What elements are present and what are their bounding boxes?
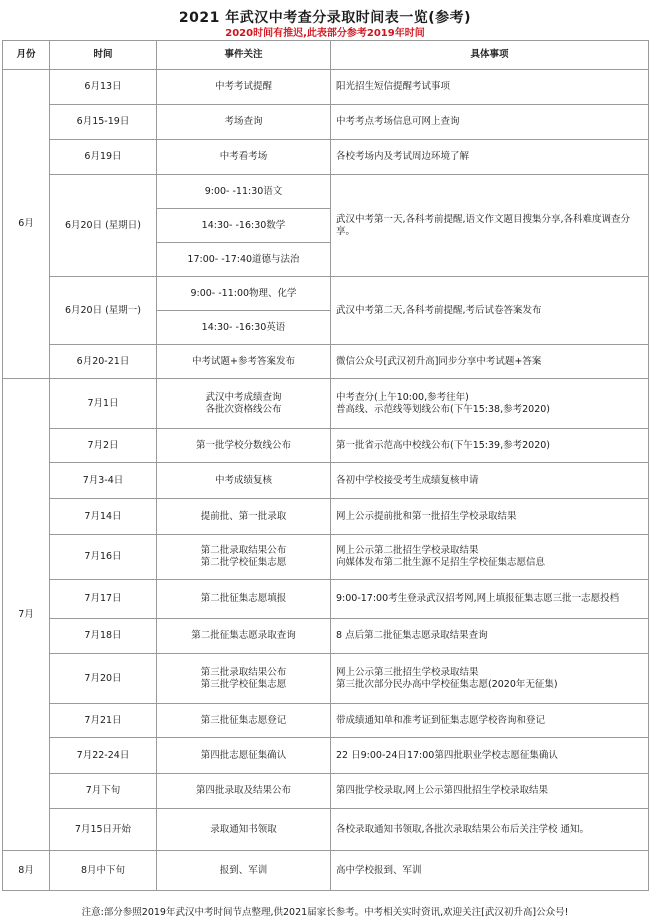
table-row bbox=[3, 851, 649, 891]
date-cell: 7月3-4日 bbox=[50, 463, 157, 499]
date-cell: 6月13日 bbox=[50, 70, 157, 105]
header-detail: 具体事项 bbox=[331, 41, 649, 70]
detail-cell: 网上公示提前批和第一批招生学校录取结果 bbox=[331, 499, 649, 535]
date-cell: 7月21日 bbox=[50, 704, 157, 738]
date-cell: 6月15-19日 bbox=[50, 105, 157, 140]
event-cell: 第三批征集志愿登记 bbox=[157, 704, 331, 738]
detail-cell: 第四批学校录取,网上公示第四批招生学校录取结果 bbox=[331, 774, 649, 809]
date-cell: 7月20日 bbox=[50, 654, 157, 704]
event-cell: 9:00- -11:30语文 bbox=[157, 175, 331, 209]
date-cell: 7月22-24日 bbox=[50, 738, 157, 774]
date-cell: 7月1日 bbox=[50, 379, 157, 429]
detail-cell: 各校录取通知书领取,各批次录取结果公布后关注学校 通知。 bbox=[331, 809, 649, 851]
date-cell: 7月14日 bbox=[50, 499, 157, 535]
detail-cell: 高中学校报到、军训 bbox=[331, 851, 649, 891]
event-cell: 14:30- -16:30英语 bbox=[157, 311, 331, 345]
date-cell: 7月下旬 bbox=[50, 774, 157, 809]
event-cell: 9:00- -11:00物理、化学 bbox=[157, 277, 331, 311]
event-cell: 第四批志愿征集确认 bbox=[157, 738, 331, 774]
table-row bbox=[3, 345, 649, 379]
table-row bbox=[3, 499, 649, 535]
header-date: 时间 bbox=[50, 41, 157, 70]
date-cell: 7月17日 bbox=[50, 580, 157, 619]
date-cell: 8月中下旬 bbox=[50, 851, 157, 891]
date-cell: 7月2日 bbox=[50, 429, 157, 463]
detail-cell: 微信公众号[武汉初升高]同步分享中考试题+答案 bbox=[331, 345, 649, 379]
date-cell: 6月20日 (星期一) bbox=[50, 277, 157, 345]
detail-cell: 中考查分(上午10:00,参考往年) 普高线、示范线等划线公布(下午15:38,参考2020) bbox=[331, 379, 649, 429]
page-subtitle: 2020时间有推迟,此表部分参考2019年时间 bbox=[225, 28, 425, 39]
event-cell: 报到、军训 bbox=[157, 851, 331, 891]
event-cell: 14:30- -16:30数学 bbox=[157, 209, 331, 243]
detail-cell: 阳光招生短信提醒考试事项 bbox=[331, 70, 649, 105]
event-cell: 第二批录取结果公布 第二批学校征集志愿 bbox=[157, 535, 331, 580]
detail-cell: 各初中学校接受考生成绩复核申请 bbox=[331, 463, 649, 499]
event-cell: 17:00- -17:40道德与法治 bbox=[157, 243, 331, 277]
date-cell: 7月15日开始 bbox=[50, 809, 157, 851]
detail-cell: 武汉中考第一天,各科考前提醒,语文作文题目搜集分享,各科难度调查分享。 bbox=[331, 175, 649, 277]
month-cell: 6月 bbox=[3, 70, 50, 379]
detail-cell: 武汉中考第二天,各科考前提醒,考后试卷答案发布 bbox=[331, 277, 649, 345]
event-cell: 中考考试提醒 bbox=[157, 70, 331, 105]
table-row bbox=[3, 619, 649, 654]
date-cell: 6月20日 (星期日) bbox=[50, 175, 157, 277]
table-row bbox=[3, 809, 649, 851]
table-row bbox=[3, 535, 649, 580]
footer-note: 注意:部分参照2019年武汉中考时间节点整理,供2021届家长参考。中考相关实时资讯,欢迎关注[武汉初升高]公众号! bbox=[81, 907, 569, 918]
header-month: 月份 bbox=[3, 41, 50, 70]
page-title: 2021 年武汉中考查分录取时间表一览(参考) bbox=[178, 10, 472, 26]
table-row bbox=[3, 738, 649, 774]
date-cell: 7月18日 bbox=[50, 619, 157, 654]
table-row bbox=[3, 704, 649, 738]
event-cell: 第二批征集志愿填报 bbox=[157, 580, 331, 619]
event-cell: 第二批征集志愿录取查询 bbox=[157, 619, 331, 654]
month-cell: 8月 bbox=[3, 851, 50, 891]
table-row bbox=[3, 463, 649, 499]
date-cell: 7月16日 bbox=[50, 535, 157, 580]
table-row bbox=[3, 70, 649, 105]
table-row bbox=[3, 105, 649, 140]
table-row bbox=[3, 774, 649, 809]
detail-cell: 各校考场内及考试周边环境了解 bbox=[331, 140, 649, 175]
event-cell: 中考成绩复核 bbox=[157, 463, 331, 499]
month-cell: 7月 bbox=[3, 379, 50, 851]
event-cell: 录取通知书领取 bbox=[157, 809, 331, 851]
detail-cell: 8 点后第二批征集志愿录取结果查询 bbox=[331, 619, 649, 654]
detail-cell: 22 日9:00-24日17:00第四批职业学校志愿征集确认 bbox=[331, 738, 649, 774]
event-cell: 中考看考场 bbox=[157, 140, 331, 175]
table-header-row bbox=[3, 41, 649, 70]
event-cell: 第一批学校分数线公布 bbox=[157, 429, 331, 463]
event-cell: 第四批录取及结果公布 bbox=[157, 774, 331, 809]
date-cell: 6月19日 bbox=[50, 140, 157, 175]
table-row bbox=[3, 654, 649, 704]
detail-cell: 网上公示第三批招生学校录取结果 第三批次部分民办高中学校征集志愿(2020年无征集) bbox=[331, 654, 649, 704]
event-cell: 考场查询 bbox=[157, 105, 331, 140]
event-cell: 中考试题+参考答案发布 bbox=[157, 345, 331, 379]
table-row bbox=[3, 580, 649, 619]
table-row bbox=[3, 429, 649, 463]
detail-cell: 9:00-17:00考生登录武汉招考网,网上填报征集志愿三批一志愿投档 bbox=[331, 580, 649, 619]
detail-cell: 网上公示第二批招生学校录取结果 向媒体发布第二批生源不足招生学校征集志愿信息 bbox=[331, 535, 649, 580]
table-row bbox=[3, 379, 649, 429]
detail-cell: 中考考点考场信息可网上查询 bbox=[331, 105, 649, 140]
detail-cell: 第一批省示范高中校线公布(下午15:39,参考2020) bbox=[331, 429, 649, 463]
table-row bbox=[3, 140, 649, 175]
schedule-table bbox=[2, 40, 649, 891]
date-cell: 6月20-21日 bbox=[50, 345, 157, 379]
header-event: 事件关注 bbox=[157, 41, 331, 70]
event-cell: 提前批、第一批录取 bbox=[157, 499, 331, 535]
table-row bbox=[3, 277, 649, 311]
detail-cell: 带成绩通知单和准考证到征集志愿学校咨询和登记 bbox=[331, 704, 649, 738]
table-row bbox=[3, 175, 649, 209]
event-cell: 武汉中考成绩查询 各批次资格线公布 bbox=[157, 379, 331, 429]
event-cell: 第三批录取结果公布 第三批学校征集志愿 bbox=[157, 654, 331, 704]
